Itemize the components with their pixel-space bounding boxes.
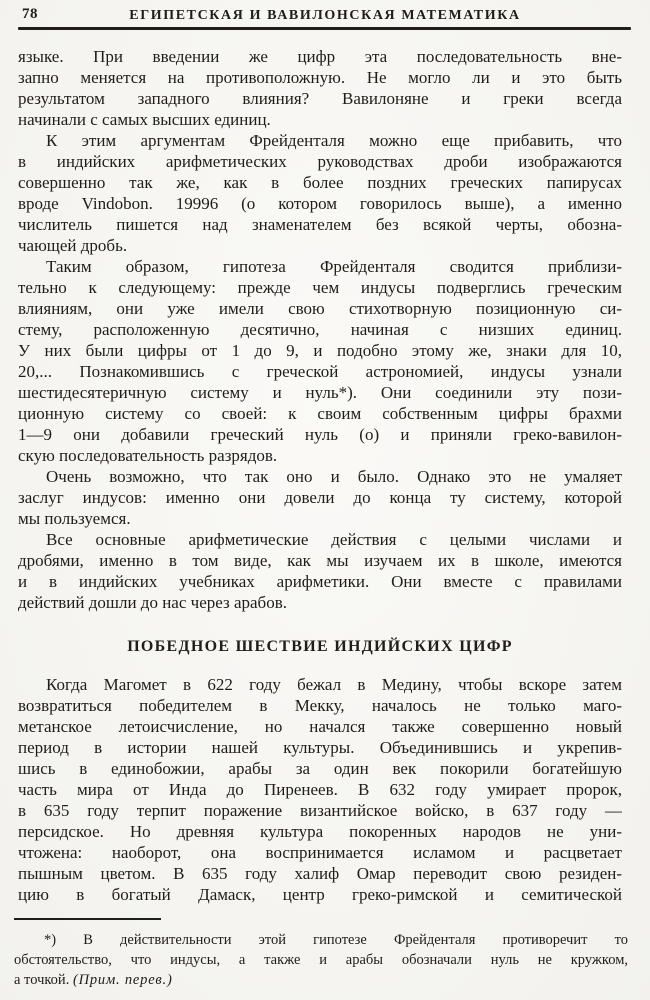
text-line: ционную систему со своей: к своим собственным цифры брахми <box>18 404 622 423</box>
text-line: шись в единобожии, арабы за один век покорили богатейшую <box>18 759 622 778</box>
text-line: числитель пишется над знаменателем без всякой черты, обозна- <box>18 215 622 234</box>
text-line: персидское. Но древняя культура покоренных народов не уни- <box>18 822 622 841</box>
text-line: заслуг индусов: именно они довели до конца ту систему, которой <box>18 488 622 507</box>
text-line: Когда Магомет в 622 году бежал в Медину, чтобы вскоре затем <box>46 675 622 694</box>
text-line: обстоятельство, что индусы, а также и арабы обозначали нуль не кружком, <box>14 952 628 968</box>
text-line: дробями, именно в том виде, как мы изучаем их в школе, имеются <box>18 551 622 570</box>
text-line: чтожена: наоборот, она воспринимается исламом и расцветает <box>18 843 622 862</box>
footnote-separator <box>14 918 161 920</box>
text-line: совершенно так же, как в более поздних греческих папирусах <box>18 173 622 192</box>
text-line: часть мира от Инда до Пиренеев. В 632 году умирает пророк, <box>18 780 622 799</box>
text-line: в индийских арифметических руководствах дроби изображаются <box>18 152 622 171</box>
text-column <box>18 46 622 905</box>
text-line: мы пользуемся. <box>18 509 131 528</box>
text-line: Все основные арифметические действия с целыми числами и <box>46 530 622 549</box>
text-line: действий дошли до нас через арабов. <box>18 593 287 612</box>
text-line: период в истории нашей культуры. Объединившись и укрепив- <box>18 738 622 757</box>
text-line: возвратиться победителем в Мекку, началось не только маго- <box>18 696 622 715</box>
text-line: начинали с самых высших единиц. <box>18 110 271 129</box>
running-title: ЕГИПЕТСКАЯ И ВАВИЛОНСКАЯ МАТЕМАТИКА <box>129 8 521 23</box>
text-line: Очень возможно, что так оно и было. Однако это не умаляет <box>46 467 622 486</box>
footnote <box>14 930 628 990</box>
header-rule <box>18 27 631 30</box>
text-line: метанское летоисчисление, но начался также совершенно новый <box>18 717 622 736</box>
text-line: в 635 году терпит поражение византийское войско, в 637 году — <box>18 801 622 820</box>
text-line: стему, расположенную десятично, начиная с низших единиц. <box>18 320 622 339</box>
text-line: языке. При введении же цифр эта последовательность вне- <box>18 47 622 66</box>
footnote-last-line <box>14 970 628 990</box>
footnote-translator-note: (Прим. перев.) <box>72 972 173 988</box>
text-line: Таким образом, гипотеза Фрейденталя сводится приблизи- <box>46 257 622 276</box>
text-line: шестидесятеричную систему и нуль*). Они соединили эту пози- <box>18 383 622 402</box>
text-line: и в индийских учебниках арифметики. Они вместе с правилами <box>18 572 622 591</box>
text-line: чающей дробь. <box>18 236 128 255</box>
text-line: тельно к следующему: прежде чем индусы подверглись греческим <box>18 278 622 297</box>
text-line: 1—9 они добавили греческий нуль (о) и приняли греко-вавилон- <box>18 425 622 444</box>
text-line: *) В действительности этой гипотезе Фрейденталя противоречит то <box>44 932 628 948</box>
text-line: У них были цифры от 1 до 9, и подобно этому же, знаки для 10, <box>18 341 622 360</box>
text-line: К этим аргументам Фрейденталя можно еще прибавить, что <box>46 131 622 150</box>
page-number: 78 <box>22 6 38 22</box>
text-line: вроде Vindobon. 19996 (о котором говорилось выше), а именно <box>18 194 622 213</box>
text-line: 20,... Познакомившись с греческой астрономией, индусы узнали <box>18 362 622 381</box>
footnote-justified-lines <box>14 930 628 970</box>
body-paragraphs <box>18 46 622 613</box>
text-line: цию в богатый Дамаск, центр греко-римской и семитической <box>18 885 622 904</box>
body-paragraphs-after-heading <box>18 674 622 905</box>
text-line: влияниям, они уже имели свою стихотворную позиционную си- <box>18 299 622 318</box>
text-line: запно меняется на противоположную. Не могло ли и это быть <box>18 68 622 87</box>
text-line: скую последовательность разрядов. <box>18 446 278 465</box>
footnote-last-line-regular: а точкой. <box>14 972 73 988</box>
section-heading: ПОБЕДНОЕ ШЕСТВИЕ ИНДИЙСКИХ ЦИФР <box>127 638 513 655</box>
text-line: результатом западного влияния? Вавилоняне и греки всегда <box>18 89 622 108</box>
text-line: пышным цветом. В 635 году халиф Омар переводит свою резиден- <box>18 864 622 883</box>
